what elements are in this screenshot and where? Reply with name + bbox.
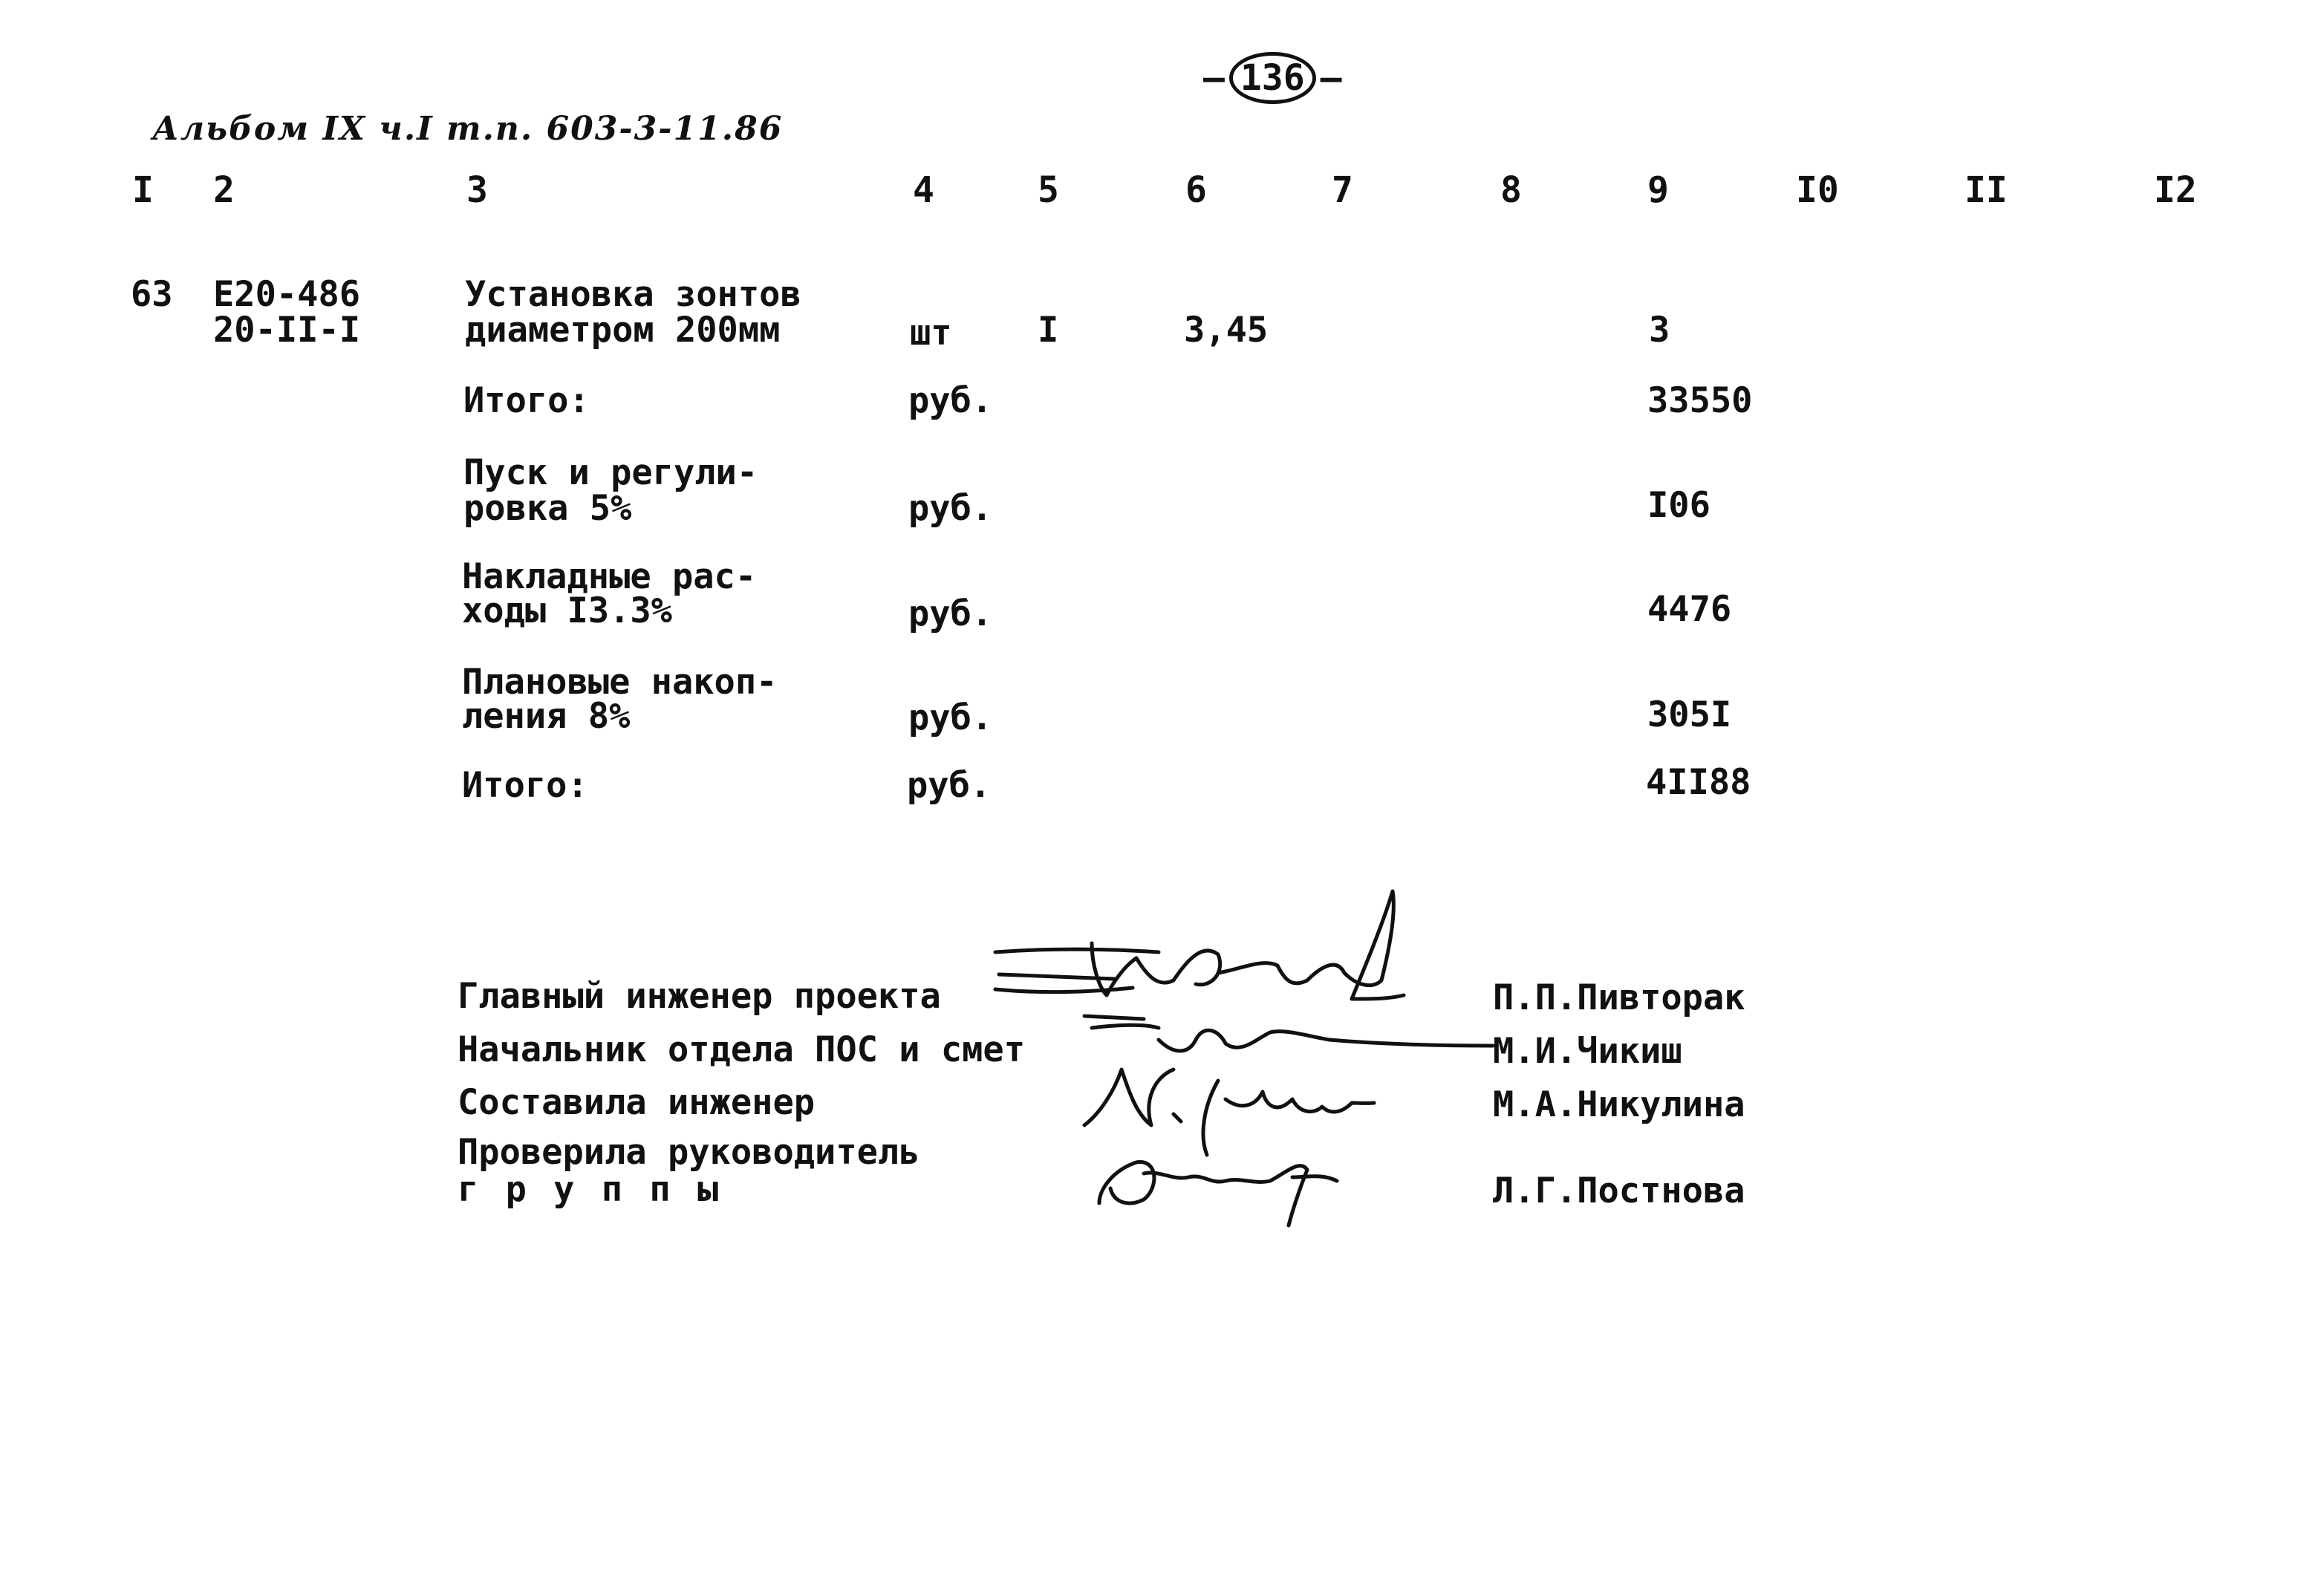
signatory-name: М.А.Никулина — [1493, 1084, 1745, 1125]
column-header: 3 — [466, 169, 488, 211]
signatory-name: Л.Г.Постнова — [1493, 1171, 1745, 1211]
column-header: 4 — [913, 169, 934, 211]
album-reference: Альбом IX ч.I т.п. 603-3-11.86 — [152, 110, 784, 148]
column-header: 2 — [213, 169, 235, 211]
signature-1 — [995, 891, 1404, 999]
row-amount: I06 — [1647, 485, 1711, 526]
column-header: II — [1965, 169, 2008, 211]
column-header: 7 — [1332, 169, 1353, 211]
signatory-role: Составила инженер — [458, 1082, 816, 1123]
row-rate: 3,45 — [1184, 310, 1269, 351]
row-description: диаметром 200мм — [465, 310, 781, 351]
signature-2 — [1084, 1016, 1493, 1051]
row-number: 63 — [131, 274, 173, 315]
column-header: 8 — [1500, 169, 1522, 211]
row-unit: руб. — [908, 380, 993, 421]
column-header: 5 — [1038, 169, 1059, 211]
row-amount: 305I — [1647, 694, 1732, 735]
signatory-role: Проверила руководитель — [458, 1132, 920, 1173]
row-description: ровка 5% — [463, 488, 632, 529]
row-description: ления 8% — [462, 696, 631, 737]
row-description: Плановые накоп- — [462, 662, 778, 703]
row-amount: 33550 — [1647, 380, 1753, 421]
row-description: Итого: — [463, 380, 590, 421]
signatory-name: П.П.Пивторак — [1493, 977, 1745, 1018]
row-unit: шт — [910, 313, 952, 354]
row-amount: 3 — [1649, 310, 1670, 351]
signatory-name: М.И.Чикиш — [1493, 1031, 1682, 1072]
column-header: 6 — [1185, 169, 1207, 211]
row-quantity: I — [1038, 310, 1059, 351]
column-header: I2 — [2154, 169, 2197, 211]
row-description: Итого: — [462, 765, 588, 806]
signature-4 — [1099, 1162, 1337, 1225]
signatory-role: Главный инженер проекта — [458, 976, 941, 1017]
signatory-role: Начальник отдела ПОС и смет — [458, 1029, 1026, 1070]
page-number-circle: 136 — [1229, 52, 1316, 104]
signatory-role: г р у п п ы — [458, 1169, 722, 1210]
row-amount: 4II88 — [1646, 762, 1751, 803]
row-description: ходы I3.3% — [462, 590, 672, 631]
row-code: 20-II-I — [213, 310, 361, 351]
row-unit: руб. — [908, 488, 993, 529]
row-description: Накладные рас- — [462, 556, 757, 597]
row-description: Пуск и регули- — [463, 452, 758, 493]
signature-3 — [1084, 1070, 1374, 1155]
row-unit: руб. — [908, 697, 993, 738]
column-header: 9 — [1647, 169, 1669, 211]
row-amount: 4476 — [1647, 589, 1732, 630]
row-code: Е20-486 — [213, 274, 361, 315]
column-header: I0 — [1796, 169, 1839, 211]
row-description: Установка зонтов — [465, 274, 801, 315]
column-header: I — [132, 169, 154, 211]
page-number: – 136 – — [1203, 52, 1342, 104]
row-unit: руб. — [908, 593, 993, 634]
row-unit: руб. — [907, 765, 992, 806]
